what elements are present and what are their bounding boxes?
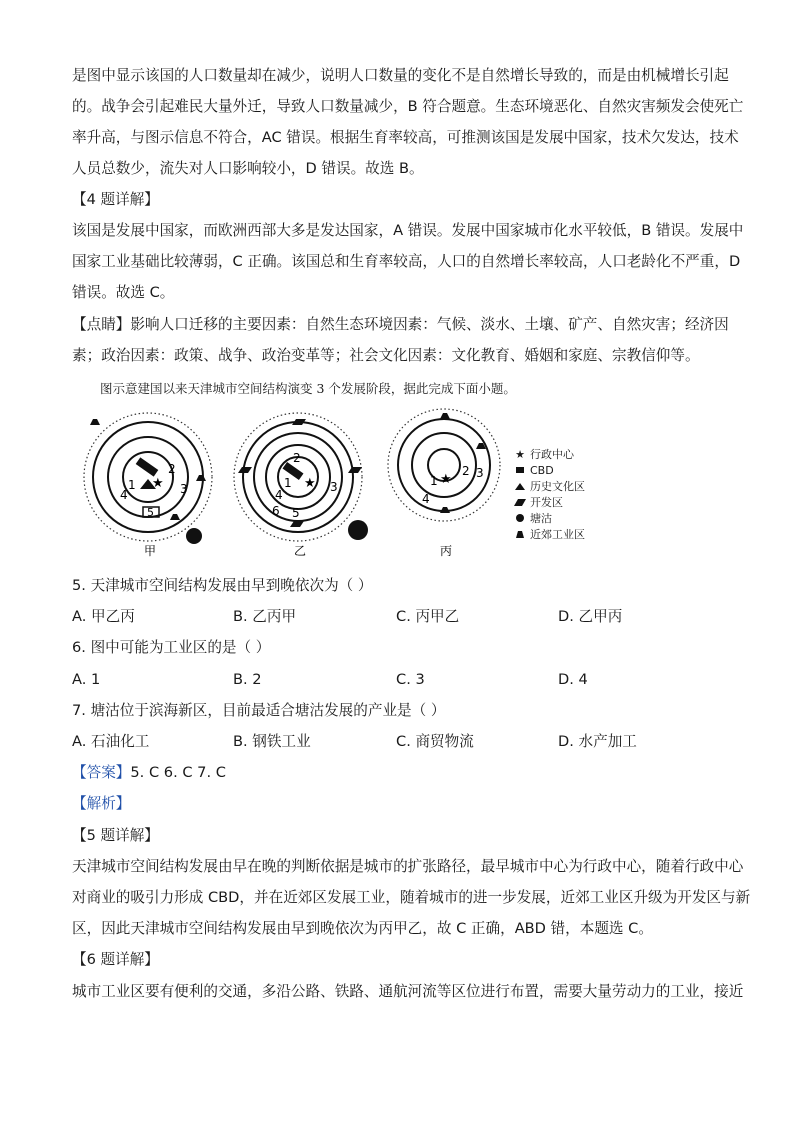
circle-icon: [510, 514, 530, 522]
text-line: 对商业的吸引力形成 CBD，并在近郊区发展工业，随着城市的进一步发展，近郊工业区升级为开发区与新: [72, 889, 751, 906]
option-a: A. 甲乙丙: [72, 608, 135, 625]
text-line: 国家工业基础比较薄弱，C 正确。该国总和生育率较高，人口的自然增长率较高，人口老龄化不严重，D: [72, 253, 741, 270]
zone-label: 4: [120, 488, 128, 502]
zone-label: 1: [284, 476, 292, 490]
option-c: C. 3: [396, 671, 425, 688]
option-a: A. 1: [72, 671, 101, 688]
option-d: D. 乙甲丙: [558, 608, 623, 625]
zone-label: 5: [147, 506, 154, 519]
tip-line: 【点睛】影响人口迁移的主要因素：自然生态环境因素：气候、淡水、土壤、矿产、自然灾害；经济因: [72, 316, 729, 333]
option-c: C. 商贸物流: [396, 733, 474, 750]
figure-legend: [510, 446, 630, 542]
question-stem: 5. 天津城市空间结构发展由早到晚依次为（ ）: [72, 577, 373, 594]
zone-label: 2: [293, 451, 301, 465]
industrial-icon: [170, 514, 180, 520]
admin-center-icon: ★: [304, 476, 316, 491]
triangle-icon: [510, 481, 530, 491]
option-a: A. 石油化工: [72, 733, 150, 750]
zone-label: 4: [275, 488, 283, 502]
zone-label: 5: [292, 506, 300, 520]
zone-label: 1: [128, 478, 136, 492]
diagram-yi: [234, 413, 368, 558]
text-line: 天津城市空间结构发展由早在晚的判断依据是城市的扩张路径，最早城市中心为行政中心，随着行政中心: [72, 858, 744, 875]
zone-label: 2: [168, 462, 176, 476]
section-heading: 【6 题详解】: [72, 951, 159, 968]
section-heading: 【4 题详解】: [72, 191, 159, 208]
zone-label: 2: [462, 464, 470, 478]
text-line: 错误。故选 C。: [72, 284, 175, 301]
text-line: 人员总数少，流失对人口影响较小，D 错误。故选 B。: [72, 160, 424, 177]
diagram-caption: 乙: [294, 544, 307, 558]
zone-label: 3: [330, 480, 338, 494]
dev-zone-icon: [238, 467, 252, 473]
section-heading: 【5 题详解】: [72, 827, 159, 844]
diagram-caption: 甲: [144, 544, 157, 558]
cbd-icon: [136, 457, 159, 476]
dev-zone-icon: [290, 521, 304, 527]
star-icon: ★: [515, 447, 525, 461]
answer-text: 5. C 6. C 7. C: [130, 764, 226, 781]
factory-icon: [510, 529, 530, 539]
text-line: 城市工业区要有便利的交通，多沿公路、铁路、通航河流等区位进行布置，需要大量劳动力的工业，接近: [72, 983, 744, 1000]
admin-center-icon: ★: [440, 472, 452, 487]
industrial-icon: [440, 507, 450, 513]
diagram-bing: [388, 409, 500, 558]
zone-label: 6: [272, 504, 280, 518]
option-d: D. 4: [558, 671, 588, 688]
legend-item: CBD: [510, 462, 630, 478]
option-b: B. 乙丙甲: [233, 608, 297, 625]
text-line: 该国是发展中国家，而欧洲西部大多是发达国家，A 错误。发展中国家城市化水平较低，B 错误。发展中: [72, 222, 744, 239]
option-b: B. 2: [233, 671, 262, 688]
legend-item: 历史文化区: [510, 478, 630, 494]
tip-line: 素；政治因素：政策、战争、政治变革等；社会文化因素：文化教育、婚姻和家庭、宗教信仰等。: [72, 347, 700, 364]
text-line: 的。战争会引起难民大量外迁，导致人口数量减少，B 符合题意。生态环境恶化、自然灾害频发会使死亡: [72, 98, 744, 115]
text-line: 区，因此天津城市空间结构发展由早到晚依次为丙甲乙，故 C 正确，ABD 错，本题选 C。: [72, 920, 653, 937]
text-line: 是图中显示该国的人口数量却在减少，说明人口数量的变化不是自然增长导致的，而是由机械增长引起: [72, 67, 729, 84]
zone-label: 3: [476, 466, 484, 480]
zone-label: 1: [430, 474, 438, 488]
legend-item: 开发区: [510, 494, 630, 510]
answer-tag: 【答案】: [72, 764, 131, 781]
tanggu-icon: [348, 520, 368, 540]
industrial-icon: [90, 419, 100, 425]
legend-item: 塘沽: [510, 510, 630, 526]
legend-item: ★ 行政中心: [510, 446, 630, 462]
text-line: 率升高，与图示信息不符合，AC 错误。根据生育率较高，可推测该国是发展中国家，技术欠发达，技术: [72, 129, 739, 146]
figure-intro: 图示意建国以来天津城市空间结构演变 3 个发展阶段，据此完成下面小题。: [100, 381, 516, 396]
legend-item: 近郊工业区: [510, 526, 630, 542]
industrial-icon: [196, 475, 206, 481]
option-d: D. 水产加工: [558, 733, 637, 750]
diagram-jia: [84, 413, 212, 558]
parallelogram-icon: [510, 498, 530, 506]
option-c: C. 丙甲乙: [396, 608, 460, 625]
tanggu-icon: [186, 528, 202, 544]
dev-zone-icon: [292, 419, 306, 425]
zone-label: 4: [422, 492, 430, 506]
diagram-caption: 丙: [440, 544, 453, 558]
option-b: B. 钢铁工业: [233, 733, 311, 750]
dev-zone-icon: [348, 467, 362, 473]
question-stem: 7. 塘沽位于滨海新区，目前最适合塘沽发展的产业是（ ）: [72, 702, 446, 719]
industrial-icon: [440, 413, 450, 419]
cbd-square-icon: [510, 467, 530, 473]
answer-line: [72, 763, 732, 783]
zone-label: 3: [180, 482, 188, 496]
question-stem: 6. 图中可能为工业区的是（ ）: [72, 639, 271, 656]
admin-center-icon: ★: [152, 476, 164, 491]
analysis-tag: 【解析】: [72, 795, 131, 812]
